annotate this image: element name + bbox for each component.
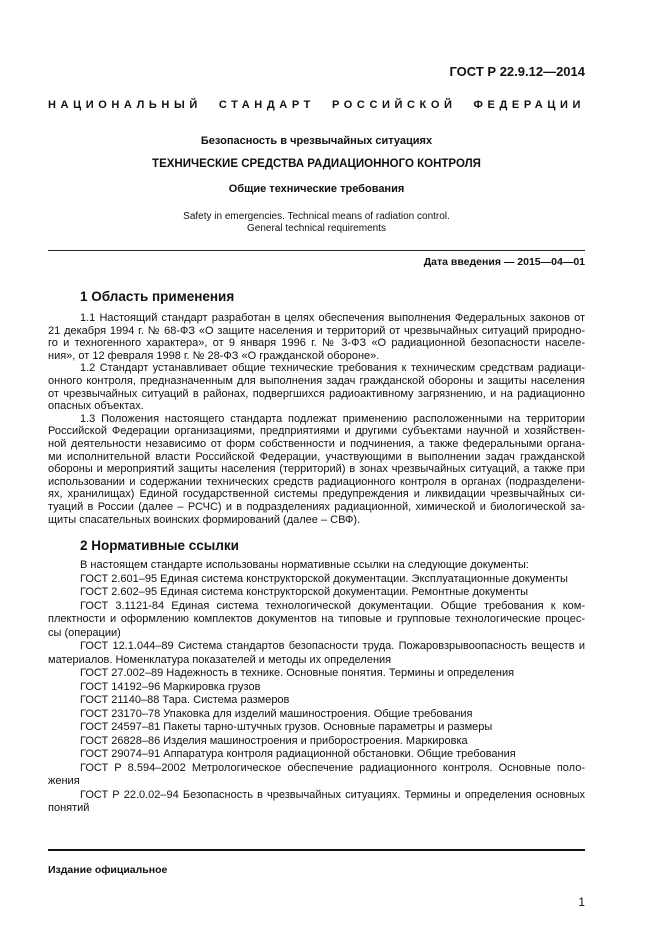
title-english <box>48 211 585 235</box>
text-line: Российской Федерации организациями, предприятиями и другими субъектами научной и хозяйствен- <box>48 425 585 438</box>
text-line: ГОСТ 14192–96 Маркировка грузов <box>80 680 261 693</box>
national-standard-banner: НАЦИОНАЛЬНЫЙ СТАНДАРТ РОССИЙСКОЙ ФЕДЕРАЦИИ <box>48 99 585 111</box>
text-line: ях, хранилищах) Единой государственной системы предупреждения и ликвидации чрезвычайных си- <box>48 488 585 501</box>
text-line: 1.1 Настоящий стандарт разработан в целях обеспечения выполнения Федеральных законов от <box>80 312 585 324</box>
text-line: опасных объектах. <box>48 400 144 413</box>
text-line: щиты спасательных воинских формирований (далее – СВФ). <box>48 513 361 526</box>
text-line: онного контроля, предназначенным для выполнения задач гражданской обороны и защиты населения <box>48 374 585 387</box>
section1-heading: 1 Область применения <box>80 289 235 304</box>
text-line: ГОСТ 21140–88 Тара. Система размеров <box>80 694 290 706</box>
section2-body <box>48 559 585 816</box>
text-line: жения <box>48 775 80 787</box>
text-line: туаций в России (далее – РСЧС) и в подразделениях радиационной, химической и биологической за- <box>48 500 585 513</box>
text-line: ГОСТ 26828–86 Изделия машиностроения и приборостроения. Маркировка <box>80 734 468 747</box>
text-line: использовании и содержании технических средств радиационного контроля в органах (подразделени- <box>48 475 585 488</box>
text-line: ГОСТ 27.002–89 Надежность в технике. Основные понятия. Термины и определения <box>80 667 515 679</box>
text-line: ГОСТ Р 8.594–2002 Метрологическое обеспечение радиационного контроля. Основные поло- <box>80 761 585 774</box>
text-line: 21 декабря 1994 г. № 68-ФЗ «О защите населения и территорий от чрезвычайных ситуаций природно- <box>48 324 585 337</box>
text-line: ГОСТ Р 22.0.02–94 Безопасность в чрезвычайных ситуациях. Термины и определения основных <box>80 788 585 801</box>
footer-rule <box>48 849 585 851</box>
text-line: ми исполнительной власти Российской Федерации, участвующими в выполнении задач гражданской <box>48 450 585 463</box>
text-line: го и техногенного характера», от 9 января 1996 г. № 3-ФЗ «О радиационной безопасности населе- <box>48 337 585 350</box>
text-line: В настоящем стандарте использованы нормативные ссылки на следующие документы: <box>80 559 529 571</box>
text-line: понятий <box>48 802 90 814</box>
section2-heading: 2 Нормативные ссылки <box>80 538 239 553</box>
document-code: ГОСТ Р 22.9.12—2014 <box>449 64 585 79</box>
title-sub: Общие технические требования <box>228 183 405 195</box>
text-line: 1.2 Стандарт устанавливает общие технические требования к техническим средствам радиаци- <box>80 362 585 375</box>
text-line: ГОСТ 12.1.044–89 Система стандартов безопасности труда. Пожаровзрывоопасность веществ и <box>80 640 585 652</box>
title-english-line2: General technical requirements <box>247 223 386 234</box>
text-line: материалов. Номенклатура показателей и методы их определения <box>48 653 392 666</box>
title-english-line1: Safety in emergencies. Technical means of radiation control. <box>183 211 450 222</box>
text-line: ГОСТ 24597–81 Пакеты тарно-штучных грузов. Основные параметры и размеры <box>80 721 493 733</box>
text-line: ния», от 12 февраля 1998 г. № 28-ФЗ «О гражданской обороне». <box>48 349 380 362</box>
text-line: ГОСТ 2.602–95 Единая система конструкторской документации. Ремонтные документы <box>80 586 529 598</box>
text-line: плектности и оформлению комплектов документов на типовые и групповые технологические процес- <box>48 613 585 625</box>
divider <box>48 250 585 251</box>
text-line: ГОСТ 3.1121-84 Единая система технологической документации. Общие требования к ком- <box>80 599 585 612</box>
text-line: сы (операции) <box>48 626 121 639</box>
text-line: обороны и мероприятий защиты населения (территорий) в зонах чрезвычайных ситуаций, а также при <box>48 463 585 476</box>
text-line: ГОСТ 29074–91 Аппаратура контроля радиационной обстановки. Общие требования <box>80 748 516 760</box>
text-line: 1.3 Положения настоящего стандарта подлежат применению расположенными на территории <box>80 412 585 425</box>
text-line: ГОСТ 23170–78 Упаковка для изделий машиностроения. Общие требования <box>80 707 473 720</box>
text-line: ной деятельности независимо от форм собственности и подчинения, а также федеральными органа- <box>48 437 585 450</box>
text-line: ГОСТ 2.601–95 Единая система конструкторской документации. Эксплуатационные документы <box>80 572 568 585</box>
title-category: Безопасность в чрезвычайных ситуациях <box>200 135 433 147</box>
section1-body <box>48 312 585 526</box>
text-line: от чрезвычайных ситуаций в районах, подвергшихся радиоактивному загрязнению, и на радиационно <box>48 387 585 400</box>
edition-label: Издание официальное <box>48 864 168 876</box>
page-number: 1 <box>578 895 585 909</box>
effective-date: Дата введения — 2015—04—01 <box>423 256 585 268</box>
title-main: ТЕХНИЧЕСКИЕ СРЕДСТВА РАДИАЦИОННОГО КОНТРОЛЯ <box>152 158 481 170</box>
